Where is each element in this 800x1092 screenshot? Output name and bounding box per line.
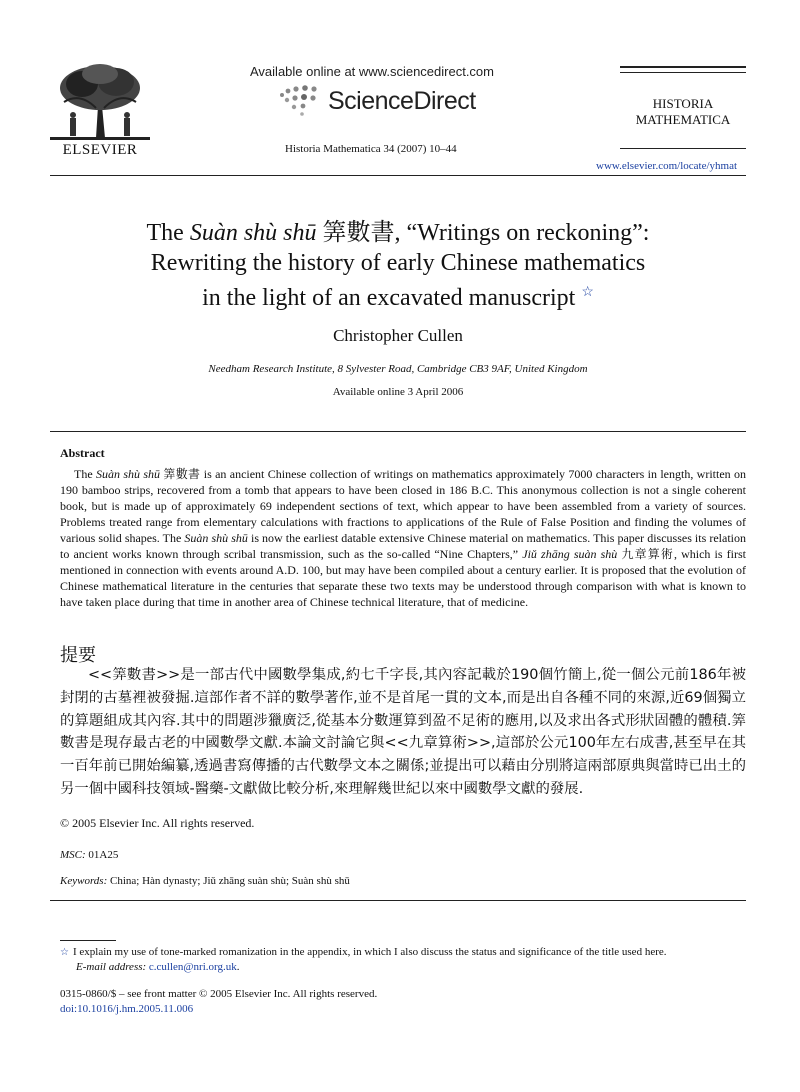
abstract-divider-top (50, 431, 746, 432)
email-label: E-mail address: (76, 961, 147, 973)
journal-citation: Historia Mathematica 34 (2007) 10–44 (285, 143, 457, 155)
title-italic: Suàn shù shū (189, 220, 317, 246)
title-line3-text: in the light of an excavated manuscript (202, 285, 576, 311)
email-link[interactable]: c.cullen@nri.org.uk (148, 961, 237, 973)
email-end: . (236, 961, 240, 973)
elsevier-tree-icon (50, 62, 150, 140)
keywords-value: China; Hàn dynasty; Jiǔ zhāng suàn shù; Suàn shù shū (107, 875, 350, 887)
front-matter-line: 0315-0860/$ – see front matter © 2005 Elsevier Inc. All rights reserved. (60, 988, 378, 1000)
msc-classification (60, 849, 118, 861)
email-line (60, 960, 750, 975)
publisher-name: ELSEVIER (62, 142, 138, 158)
msc-label: MSC: (60, 849, 86, 861)
footnote (60, 945, 750, 975)
journal-name (620, 96, 746, 128)
abstract-text: is now the earliest datable extensive Chinese material on mathematics. This paper discusses its relation to ancient works known through scribal transmission, such as the so-called “Nine Chapters,” (60, 531, 746, 561)
sciencedirect-dots-icon (278, 85, 328, 117)
available-date: Available online 3 April 2006 (332, 386, 464, 398)
doi-link[interactable]: doi:10.1016/j.hm.2005.11.006 (60, 1003, 194, 1015)
abstract-text: 九章算術, which is first mentioned in connection with events around A.D. 100, but may have been compiled about a century earlier. It is proposed that the evolution of Chinese mathematical literature in the centuries that separate these two texts may be understood through comparison with what is known to have taken place during that time in another area of Chinese technical literature, that of medicine. (60, 547, 747, 609)
author-name: Christopher Cullen (333, 326, 463, 345)
footnote-text: I explain my use of tone-marked romanization in the appendix, in which I also discuss the status and significance of the title used here. (72, 946, 667, 958)
abstract-italic: Suàn shù shū (96, 467, 161, 481)
title-footnote-mark[interactable]: ☆ (581, 285, 594, 300)
header-divider (50, 175, 746, 176)
journal-url-link[interactable]: www.elsevier.com/locate/yhmat (596, 160, 738, 172)
abstract-body (60, 466, 746, 610)
journal-rule (620, 148, 746, 149)
journal-rule (620, 66, 746, 68)
title-line1 (50, 218, 746, 248)
footnote-rule (60, 940, 116, 941)
title-prefix: The (146, 220, 190, 246)
journal-name-line1: HISTORIA (652, 96, 714, 111)
sciencedirect-wordmark: ScienceDirect (328, 86, 476, 115)
paper-title (50, 218, 746, 313)
chinese-abstract-body: <<筭數書>>是一部古代中國數學集成,約七千字長,其內容記載於190個竹簡上,從一個公元前186年被封閉的古墓裡被發掘.這部作者不詳的數學著作,並不是首尾一貫的文本,而是出自各種不同的來源,近69個獨立的算題組成其內容.其中的問題涉獵廣泛,從基本分數運算到盈不足術的應用,以及求出各式形狀固體的體積.筭數書是現存最古老的中國數學文獻.本論文討論它與<<九章算術>>,這部於公元100年左右成書,甚至早在其一百年前已開始編纂,透過書寫傳播的古代數學文本之關係;並提出可以藉由分別將這兩部原典與當時已出土的另一個中國科技領域-醫藥-文獻做比較分析,來理解幾世紀以來中國數學文獻的發展. (60, 667, 746, 797)
abstract-divider-bottom (50, 900, 746, 901)
msc-value: 01A25 (85, 849, 119, 861)
title-line3 (50, 278, 746, 313)
abstract-italic: Jiǔ zhāng suàn shù (522, 547, 618, 561)
journal-name-line2: MATHEMATICA (635, 112, 731, 127)
elsevier-logo (50, 62, 150, 159)
copyright-notice: © 2005 Elsevier Inc. All rights reserved. (60, 816, 255, 830)
available-online-text: Available online at www.sciencedirect.com (250, 64, 494, 79)
footnote-text-line (60, 945, 750, 960)
abstract-heading: Abstract (60, 446, 105, 460)
keywords (60, 875, 350, 887)
title-rest: 筭數書, “Writings on reckoning”: (316, 220, 650, 246)
sciencedirect-logo (278, 85, 476, 117)
journal-rule (620, 72, 746, 73)
footnote-mark: ☆ (60, 947, 69, 958)
abstract-text: 筭數書 is an ancient Chinese collection of writings on mathematics approximately 7000 characters in length, written on 190 bamboo strips, recovered from a tomb that appears to have been closed in 186 B.C. This anonymous collection is not a single coherent book, but is made up of approximately 69 independent sections of text, which appear to have been assembled from a variety of sources. Problems treated range from elementary calculations with fractions to applications of the Rule of False Position and finding the volumes of various solid shapes. The (60, 467, 747, 545)
affiliation: Needham Research Institute, 8 Sylvester Road, Cambridge CB3 9AF, United Kingdom (208, 363, 588, 375)
abstract-text: The (74, 467, 96, 481)
keywords-label: Keywords: (60, 875, 108, 887)
title-line2: Rewriting the history of early Chinese mathematics (150, 250, 646, 276)
abstract-italic: Suàn shù shū (184, 531, 248, 545)
chinese-abstract-heading: 提要 (60, 645, 96, 666)
